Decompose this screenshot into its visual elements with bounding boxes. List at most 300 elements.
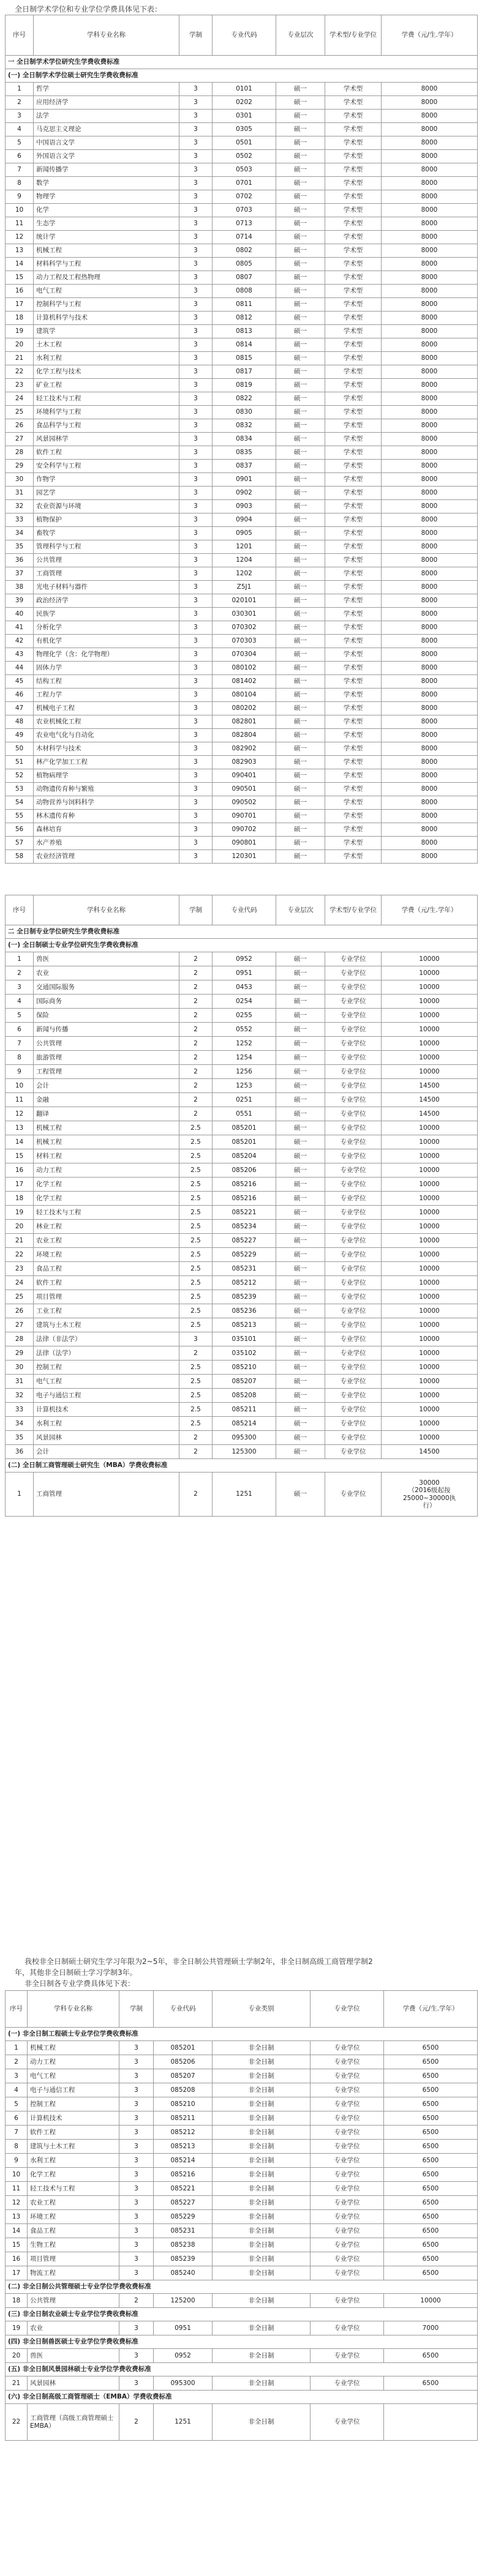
cell-fee: 10000 (382, 1332, 478, 1346)
cell-code: 080104 (213, 689, 276, 702)
cell-duration: 3 (179, 1332, 213, 1346)
cell-index: 4 (6, 2083, 28, 2097)
cell-major: 环境工程 (28, 2210, 119, 2224)
cell-level: 硕一 (276, 742, 325, 756)
cell-type: 学术型 (325, 540, 382, 554)
cell-duration: 3 (179, 715, 213, 729)
cell-type: 专业学位 (325, 1304, 382, 1318)
cell-major: 轻工技术与工程 (28, 2182, 119, 2196)
cell-duration: 2.5 (179, 1417, 213, 1431)
cell-index: 55 (6, 810, 34, 823)
cell-type: 专业学位 (311, 2140, 384, 2154)
cell-level: 硕一 (276, 392, 325, 406)
cell-index: 26 (6, 419, 34, 433)
cell-type: 学术型 (325, 150, 382, 163)
col-header-code: 专业代码 (213, 15, 276, 56)
cell-fee: 14500 (382, 1093, 478, 1107)
col-header-major: 学科专业名称 (28, 1991, 119, 2028)
cell-level: 硕一 (276, 190, 325, 204)
cell-type: 学术型 (325, 258, 382, 271)
cell-major: 水产养殖 (34, 837, 179, 850)
cell-type: 专业学位 (325, 1290, 382, 1304)
table-row (6, 594, 478, 608)
cell-code: 085204 (213, 1149, 276, 1163)
part-time-intro: 非全日制各专业学费具体见下表： (24, 1979, 135, 1988)
cell-index: 40 (6, 608, 34, 621)
section-subheading: (六) 非全日制高级工商管理硕士（EMBA）学费收费标准 (6, 2391, 478, 2404)
cell-level: 硕一 (276, 136, 325, 150)
cell-index: 5 (6, 2097, 28, 2111)
cell-fee: 6500 (384, 2376, 478, 2391)
table-row (6, 2182, 478, 2196)
cell-duration: 3 (179, 312, 213, 325)
cell-code: 085216 (213, 1192, 276, 1206)
cell-duration: 3 (179, 850, 213, 864)
cell-index: 5 (6, 1009, 34, 1023)
cell-fee: 10000 (382, 1023, 478, 1037)
cell-type: 学术型 (325, 217, 382, 231)
cell-major: 林业工程 (34, 1220, 179, 1234)
cell-major: 机械工程 (28, 2041, 119, 2055)
cell-index: 30 (6, 1361, 34, 1375)
cell-level: 硕一 (276, 1346, 325, 1361)
cell-fee: 10000 (382, 1262, 478, 1276)
cell-level: 硕一 (276, 1332, 325, 1346)
cell-level: 硕一 (276, 1248, 325, 1262)
cell-duration: 3 (179, 204, 213, 217)
cell-duration: 3 (179, 689, 213, 702)
cell-major: 森林培育 (34, 823, 179, 837)
cell-code: 085214 (213, 1417, 276, 1431)
cell-duration: 3 (179, 796, 213, 810)
cell-fee: 8000 (382, 446, 478, 460)
cell-duration: 2.5 (179, 1206, 213, 1220)
table-row (6, 554, 478, 567)
cell-level: 硕一 (276, 231, 325, 244)
cell-major: 分析化学 (34, 621, 179, 635)
cell-major: 控制工程 (34, 1361, 179, 1375)
cell-type: 专业学位 (311, 2069, 384, 2083)
cell-level: 硕一 (276, 783, 325, 796)
table-row (6, 621, 478, 635)
cell-index: 42 (6, 635, 34, 648)
cell-duration: 2 (179, 1431, 213, 1445)
cell-duration: 3 (179, 460, 213, 473)
cell-major: 风景园林 (34, 1431, 179, 1445)
cell-major: 机械工程 (34, 1135, 179, 1149)
cell-level: 硕一 (276, 1192, 325, 1206)
table-row (6, 966, 478, 980)
cell-index: 11 (6, 1093, 34, 1107)
cell-index: 3 (6, 980, 34, 995)
cell-major: 材料工程 (34, 1149, 179, 1163)
cell-fee: 6500 (384, 2196, 478, 2210)
cell-major: 计算机科学与技术 (34, 312, 179, 325)
cell-fee: 8000 (382, 433, 478, 446)
table-row (6, 527, 478, 540)
table-row (6, 742, 478, 756)
cell-duration: 3 (119, 2111, 154, 2126)
cell-code: 0814 (213, 338, 276, 352)
cell-major: 环境工程 (34, 1248, 179, 1262)
cell-code: 085210 (213, 1361, 276, 1375)
cell-code: 0101 (213, 83, 276, 96)
cell-major: 轻工技术与工程 (34, 392, 179, 406)
cell-code: 120301 (213, 850, 276, 864)
cell-level: 硕一 (276, 258, 325, 271)
cell-major: 有机化学 (34, 635, 179, 648)
cell-duration: 3 (119, 2083, 154, 2097)
table-row (6, 2252, 478, 2266)
table-row (6, 2404, 478, 2441)
cell-level: 硕一 (276, 83, 325, 96)
cell-level: 硕一 (276, 1065, 325, 1079)
cell-duration: 3 (119, 2154, 154, 2168)
cell-type: 学术型 (325, 433, 382, 446)
cell-duration: 2 (179, 1107, 213, 1121)
cell-level: 硕一 (276, 635, 325, 648)
cell-code: 0807 (213, 271, 276, 285)
table-row (6, 1037, 478, 1051)
col-header-type: 学术型/专业学位 (325, 895, 382, 925)
cell-level: 硕一 (276, 446, 325, 460)
cell-type: 专业学位 (311, 2404, 384, 2441)
table-row (6, 406, 478, 419)
cell-index: 9 (6, 1065, 34, 1079)
cell-duration: 3 (119, 2210, 154, 2224)
cell-index: 19 (6, 2321, 28, 2335)
cell-major: 木材科学与技术 (34, 742, 179, 756)
cell-type: 学术型 (325, 392, 382, 406)
cell-type: 学术型 (325, 662, 382, 675)
cell-code: 0713 (213, 217, 276, 231)
cell-major: 物理化学（含：化学物理） (34, 648, 179, 662)
cell-major: 安全科学与工程 (34, 460, 179, 473)
table-row (6, 729, 478, 742)
cell-type: 学术型 (325, 837, 382, 850)
cell-level: 硕一 (276, 1445, 325, 1459)
cell-fee: 8000 (382, 769, 478, 783)
cell-category: 非全日制 (213, 2154, 311, 2168)
cell-major: 轻工技术与工程 (34, 1206, 179, 1220)
table-row (6, 513, 478, 527)
table-row (6, 608, 478, 621)
cell-code: 085207 (154, 2069, 213, 2083)
cell-duration: 2 (179, 1346, 213, 1361)
cell-code: 085238 (154, 2238, 213, 2252)
cell-code: 090502 (213, 796, 276, 810)
cell-duration: 3 (119, 2055, 154, 2069)
cell-type: 专业学位 (325, 1431, 382, 1445)
cell-fee: 10000 (382, 1431, 478, 1445)
cell-major: 生态学 (34, 217, 179, 231)
table-row (6, 635, 478, 648)
cell-level: 硕一 (276, 163, 325, 177)
cell-type: 专业学位 (325, 1107, 382, 1121)
col-header-code: 专业代码 (213, 895, 276, 925)
cell-code: 1253 (213, 1079, 276, 1093)
cell-fee: 10000 (382, 1178, 478, 1192)
cell-index: 9 (6, 2154, 28, 2168)
table-row (6, 136, 478, 150)
cell-type: 专业学位 (325, 1445, 382, 1459)
cell-code: Z5J1 (213, 581, 276, 594)
cell-type: 学术型 (325, 567, 382, 581)
cell-major: 法学 (34, 110, 179, 123)
cell-type: 学术型 (325, 635, 382, 648)
cell-duration: 3 (179, 702, 213, 715)
section-heading: 二 全日制专业学位研究生学费收费标准 (6, 925, 478, 939)
cell-duration: 3 (179, 110, 213, 123)
cell-code: 080202 (213, 702, 276, 715)
cell-duration: 2 (179, 1473, 213, 1517)
cell-duration: 2.5 (179, 1318, 213, 1332)
cell-code: 0834 (213, 433, 276, 446)
cell-type: 学术型 (325, 298, 382, 312)
table-row (6, 837, 478, 850)
cell-level: 硕一 (276, 540, 325, 554)
duration-note-line2: 年，其他非全日制硕士学习学制3年。 (15, 1968, 137, 1977)
table-row (6, 1375, 478, 1389)
cell-major: 化学工程 (34, 1192, 179, 1206)
cell-type: 学术型 (325, 581, 382, 594)
table-row (6, 433, 478, 446)
cell-fee: 10000 (382, 1248, 478, 1262)
cell-code: 095300 (213, 1431, 276, 1445)
cell-fee: 10000 (382, 1149, 478, 1163)
cell-type: 专业学位 (325, 1234, 382, 1248)
cell-index: 4 (6, 995, 34, 1009)
cell-major: 植物病理学 (34, 769, 179, 783)
cell-level: 硕一 (276, 513, 325, 527)
cell-code: 085210 (154, 2097, 213, 2111)
cell-duration: 3 (179, 392, 213, 406)
cell-fee: 8000 (382, 675, 478, 689)
cell-fee: 10000 (382, 1009, 478, 1023)
cell-code: 085221 (154, 2182, 213, 2196)
cell-code: 0952 (213, 952, 276, 966)
cell-level: 硕一 (276, 729, 325, 742)
cell-duration: 3 (179, 487, 213, 500)
cell-major: 项目管理 (28, 2252, 119, 2266)
cell-fee: 10000 (382, 1290, 478, 1304)
cell-type: 学术型 (325, 419, 382, 433)
table-row (6, 796, 478, 810)
cell-major: 公共管理 (34, 554, 179, 567)
cell-code: 090801 (213, 837, 276, 850)
cell-index: 5 (6, 136, 34, 150)
cell-major: 电子与通信工程 (28, 2083, 119, 2097)
cell-code: 0502 (213, 150, 276, 163)
table-row (6, 2349, 478, 2363)
cell-type: 专业学位 (311, 2041, 384, 2055)
col-header-category: 专业类别 (213, 1991, 311, 2028)
table-row (6, 460, 478, 473)
table-row (6, 675, 478, 689)
cell-category: 非全日制 (213, 2349, 311, 2363)
cell-major: 风景园林学 (34, 433, 179, 446)
cell-fee: 8000 (382, 379, 478, 392)
table-row (6, 2224, 478, 2238)
cell-index: 33 (6, 1403, 34, 1417)
cell-duration: 3 (179, 217, 213, 231)
cell-index: 39 (6, 594, 34, 608)
cell-level: 硕一 (276, 594, 325, 608)
cell-level: 硕一 (276, 1178, 325, 1192)
cell-duration: 2 (179, 1037, 213, 1051)
cell-duration: 3 (119, 2168, 154, 2182)
cell-index: 24 (6, 392, 34, 406)
cell-major: 哲学 (34, 83, 179, 96)
cell-index: 27 (6, 1318, 34, 1332)
cell-type: 学术型 (325, 285, 382, 298)
cell-level: 硕一 (276, 1206, 325, 1220)
cell-code: 0714 (213, 231, 276, 244)
table-row (6, 2140, 478, 2154)
cell-code: 0837 (213, 460, 276, 473)
cell-duration: 2 (119, 2404, 154, 2441)
cell-major: 应用经济学 (34, 96, 179, 110)
cell-type: 专业学位 (325, 952, 382, 966)
cell-type: 专业学位 (311, 2238, 384, 2252)
cell-fee: 8000 (382, 567, 478, 581)
table-row (6, 1346, 478, 1361)
table-row (6, 756, 478, 769)
cell-major: 会计 (34, 1079, 179, 1093)
section-subheading: (四) 非全日制兽医硕士专业学位学费收费标准 (6, 2335, 478, 2349)
table-row (6, 2126, 478, 2140)
cell-index: 29 (6, 460, 34, 473)
cell-category: 非全日制 (213, 2097, 311, 2111)
cell-type: 学术型 (325, 742, 382, 756)
cell-level: 硕一 (276, 419, 325, 433)
cell-major: 动力工程 (34, 1163, 179, 1178)
table-row (6, 540, 478, 554)
cell-level: 硕一 (276, 621, 325, 635)
cell-duration: 3 (179, 810, 213, 823)
cell-level: 硕一 (276, 1431, 325, 1445)
cell-major: 化学工程 (28, 2168, 119, 2182)
table-row (6, 715, 478, 729)
cell-fee: 8000 (382, 298, 478, 312)
cell-major: 光电子材料与器件 (34, 581, 179, 594)
cell-major: 交通国际服务 (34, 980, 179, 995)
cell-fee (384, 2404, 478, 2441)
cell-code: 0202 (213, 96, 276, 110)
cell-type: 学术型 (325, 527, 382, 540)
cell-index: 51 (6, 756, 34, 769)
table-row (6, 567, 478, 581)
cell-duration: 3 (179, 433, 213, 446)
cell-level: 硕一 (276, 837, 325, 850)
cell-major: 数学 (34, 177, 179, 190)
cell-index: 17 (6, 1178, 34, 1192)
cell-code: 085208 (213, 1389, 276, 1403)
col-header-major: 学科专业名称 (34, 15, 179, 56)
cell-major: 动力工程及工程热物理 (34, 271, 179, 285)
cell-level: 硕一 (276, 285, 325, 298)
cell-type: 学术型 (325, 365, 382, 379)
cell-code: 0503 (213, 163, 276, 177)
cell-duration: 3 (179, 298, 213, 312)
cell-duration: 3 (179, 581, 213, 594)
duration-note-line1: 我校非全日制硕士研究生学习年限为2~5年，非全日制公共管理硕士学制2年，非全日制高级工商管理学制2 (24, 1957, 373, 1966)
cell-code: 085207 (213, 1375, 276, 1389)
cell-duration: 3 (179, 837, 213, 850)
cell-index: 18 (6, 312, 34, 325)
cell-level: 硕一 (276, 1023, 325, 1037)
cell-index: 7 (6, 163, 34, 177)
cell-major: 民族学 (34, 608, 179, 621)
cell-fee: 14500 (382, 1107, 478, 1121)
cell-index: 4 (6, 123, 34, 136)
table-row (6, 190, 478, 204)
col-header-fee: 学费（元/生.学年） (382, 895, 478, 925)
cell-level: 硕一 (276, 689, 325, 702)
cell-fee: 8000 (382, 742, 478, 756)
table-row (6, 2238, 478, 2252)
cell-index: 49 (6, 729, 34, 742)
table-row (6, 217, 478, 231)
cell-type: 专业学位 (325, 1417, 382, 1431)
table-row (6, 338, 478, 352)
cell-major: 农业机械化工程 (34, 715, 179, 729)
cell-type: 学术型 (325, 648, 382, 662)
cell-code: 0301 (213, 110, 276, 123)
cell-type: 学术型 (325, 756, 382, 769)
cell-level: 硕一 (276, 554, 325, 567)
table-row (6, 995, 478, 1009)
table-row (6, 810, 478, 823)
table-row (6, 2210, 478, 2224)
cell-fee: 6500 (384, 2224, 478, 2238)
cell-category: 非全日制 (213, 2126, 311, 2140)
cell-index: 22 (6, 2404, 28, 2441)
cell-level: 硕一 (276, 702, 325, 715)
cell-major: 建筑与土木工程 (28, 2140, 119, 2154)
cell-duration: 2.5 (179, 1234, 213, 1248)
cell-category: 非全日制 (213, 2055, 311, 2069)
table-header-row (6, 1991, 478, 2028)
cell-major: 政治经济学 (34, 594, 179, 608)
cell-duration: 3 (179, 285, 213, 298)
cell-major: 环境科学与工程 (34, 406, 179, 419)
cell-fee: 8000 (382, 621, 478, 635)
cell-type: 专业学位 (325, 1065, 382, 1079)
cell-type: 学术型 (325, 325, 382, 338)
cell-code: 1202 (213, 567, 276, 581)
cell-duration: 3 (179, 675, 213, 689)
cell-duration: 2 (179, 980, 213, 995)
cell-fee: 8000 (382, 702, 478, 715)
cell-major: 农业工程 (28, 2196, 119, 2210)
cell-level: 硕一 (276, 1135, 325, 1149)
cell-type: 专业学位 (325, 995, 382, 1009)
cell-index: 6 (6, 2111, 28, 2126)
cell-major: 外国语言文学 (34, 150, 179, 163)
cell-duration: 3 (119, 2126, 154, 2140)
cell-index: 21 (6, 1234, 34, 1248)
cell-type: 专业学位 (325, 1178, 382, 1192)
cell-index: 47 (6, 702, 34, 715)
cell-fee: 8000 (382, 635, 478, 648)
table-row (6, 1276, 478, 1290)
table-row (6, 298, 478, 312)
cell-fee: 8000 (382, 406, 478, 419)
cell-major: 电气工程 (34, 285, 179, 298)
cell-code: 1204 (213, 554, 276, 567)
cell-index: 8 (6, 1051, 34, 1065)
